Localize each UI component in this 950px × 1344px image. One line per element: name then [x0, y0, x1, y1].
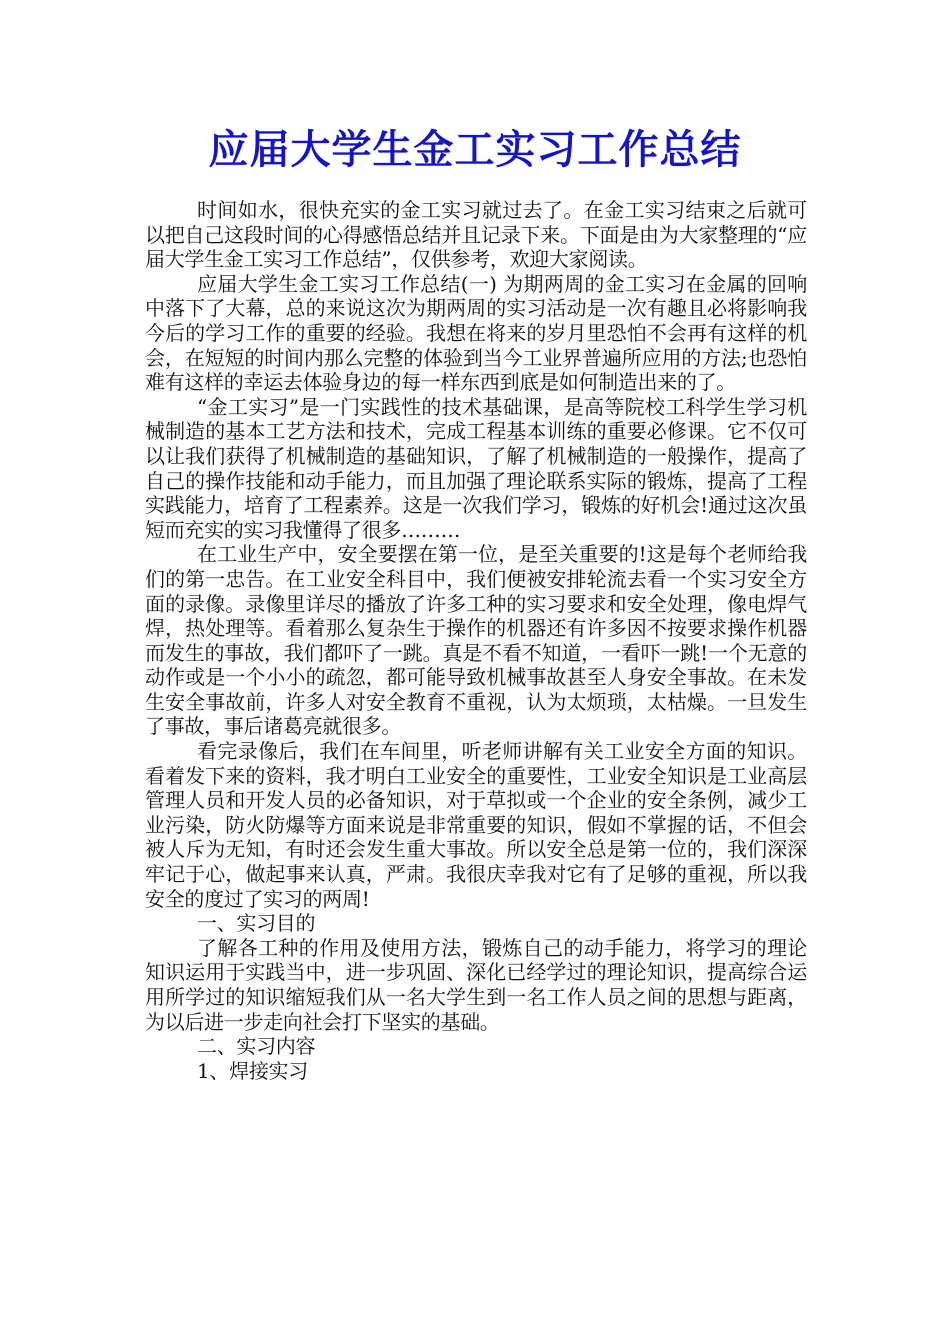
section-heading-purpose: 一、实习目的: [197, 911, 316, 936]
purpose-paragraph: 了解各工种的作用及使用方法，锻炼自己的动手能力，将学习的理论知识运用于实践当中，进一步巩固、深化已经学过的理论知识，提高综合运用所学过的知识缩短我们从一名大学生到一名工作人员之间的思想与距离，为以后进一步走向社会打下坚实的基础。: [145, 935, 807, 1034]
summary-part-one-paragraph: 应届大学生金工实习工作总结(一) 为期两周的金工实习在金属的回响中落下了大幕，总的来说这次为期两周的实习活动是一次有趣且必将影响我今后的学习工作的重要的经验。我想在将来的岁月里恐怕不会再有这样的机会，在短短的时间内那么完整的体验到当今工业界普遍所应用的方法;也恐怕难有这样的幸运去体验身边的每一样东西到底是如何制造出来的了。: [145, 271, 807, 395]
document-title: 应届大学生金工实习工作总结: [208, 127, 742, 173]
course-description-paragraph: “金工实习”是一门实践性的技术基础课，是高等院校工科学生学习机械制造的基本工艺方法和技术，完成工程基本训练的重要必修课。它不仅可以让我们获得了机械制造的基础知识，了解了机械制造的一般操作，提高了自己的操作技能和动手能力，而且加强了理论联系实际的锻炼，提高了工程实践能力，培育了工程素养。这是一次我们学习，锻炼的好机会!通过这次虽短而充实的实习我懂得了很多………: [145, 394, 807, 542]
section-heading-content: 二、实习内容: [197, 1034, 316, 1059]
intro-paragraph: 时间如水，很快充实的金工实习就过去了。在金工实习结束之后就可以把自己这段时间的心得感悟总结并且记录下来。下面是由为大家整理的“应届大学生金工实习工作总结”，仅供参考，欢迎大家阅读。: [145, 198, 807, 272]
subsection-heading-welding: 1、焊接实习: [197, 1058, 308, 1083]
safety-knowledge-paragraph: 看完录像后，我们在车间里，听老师讲解有关工业安全方面的知识。看着发下来的资料，我才明白工业安全的重要性，工业安全知识是工业高层管理人员和开发人员的必备知识，对于草拟或一个企业的安全条例，减少工业污染，防火防爆等方面来说是非常重要的知识，假如不掌握的话，不但会被人斥为无知，有时还会发生重大事故。所以安全总是第一位的，我们深深牢记于心，做起事来认真，严肃。我很庆幸我对它有了足够的重视，所以我安全的度过了实习的两周!: [145, 739, 807, 911]
safety-paragraph: 在工业生产中，安全要摆在第一位，是至关重要的!这是每个老师给我们的第一忠告。在工业安全科目中，我们便被安排轮流去看一个实习安全方面的录像。录像里详尽的播放了许多工种的实习要求和安全处理，像电焊气焊，热处理等。看着那么复杂生于操作的机器还有许多因不按要求操作机器而发生的事故，我们都吓了一跳。真是不看不知道，一看吓一跳!一个无意的动作或是一个小小的疏忽，都可能导致机械事故甚至人身安全事故。在未发生安全事故前，许多人对安全教育不重视，认为太烦琐，太枯燥。一旦发生了事故，事后诸葛亮就很多。: [145, 542, 807, 739]
document-body: [145, 198, 807, 1083]
